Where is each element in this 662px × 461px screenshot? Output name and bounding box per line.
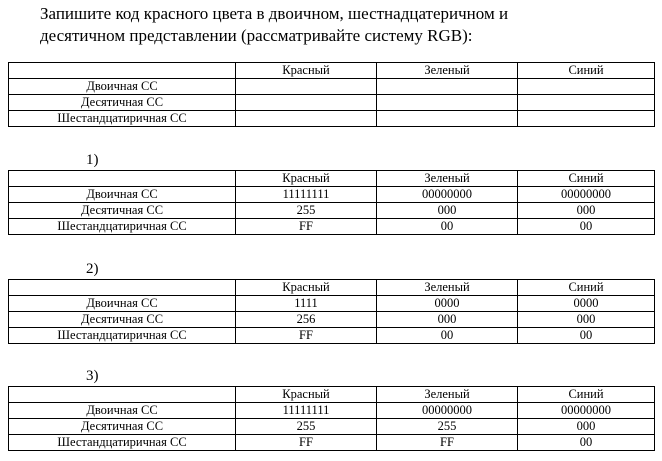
cell-decimal-green: 000 — [377, 203, 518, 219]
cell-decimal-green: 000 — [377, 312, 518, 328]
row-label-binary: Двоичная СС — [9, 403, 236, 419]
table-row-decimal — [9, 419, 655, 435]
cell-decimal-red — [236, 95, 377, 111]
cell-binary-red: 1111 — [236, 296, 377, 312]
header-empty-cell — [9, 280, 236, 296]
cell-hex-blue: 00 — [518, 435, 655, 451]
cell-binary-green: 00000000 — [377, 403, 518, 419]
table-row-binary — [9, 79, 655, 95]
table-row-binary — [9, 187, 655, 203]
table-header-row — [9, 387, 655, 403]
cell-decimal-blue — [518, 95, 655, 111]
cell-hex-blue: 00 — [518, 328, 655, 344]
cell-hex-red: FF — [236, 219, 377, 235]
header-empty-cell — [9, 63, 236, 79]
cell-binary-blue: 00000000 — [518, 403, 655, 419]
header-red: Красный — [236, 387, 377, 403]
table-row-binary — [9, 403, 655, 419]
cell-hex-green — [377, 111, 518, 127]
row-label-hex: Шестандцатиричная СС — [9, 328, 236, 344]
answer-table-3 — [8, 386, 655, 451]
header-red: Красный — [236, 280, 377, 296]
header-blue: Синий — [518, 63, 655, 79]
table-row-decimal — [9, 203, 655, 219]
cell-decimal-red: 256 — [236, 312, 377, 328]
table-header-row — [9, 63, 655, 79]
task-table — [8, 62, 655, 127]
row-label-decimal: Десятичная СС — [9, 203, 236, 219]
table-row-hex — [9, 111, 655, 127]
question-text — [40, 3, 640, 47]
question-line-1: Запишите код красного цвета в двоичном, шестнадцатеричном и — [40, 4, 509, 23]
header-green: Зеленый — [377, 387, 518, 403]
row-label-decimal: Десятичная СС — [9, 95, 236, 111]
cell-decimal-green — [377, 95, 518, 111]
cell-hex-red: FF — [236, 435, 377, 451]
answer-label-3: 3) — [86, 368, 99, 384]
cell-hex-red — [236, 111, 377, 127]
cell-decimal-red: 255 — [236, 419, 377, 435]
answer-table-1 — [8, 170, 655, 235]
table-row-hex — [9, 219, 655, 235]
header-blue: Синий — [518, 387, 655, 403]
row-label-binary: Двоичная СС — [9, 296, 236, 312]
cell-decimal-red: 255 — [236, 203, 377, 219]
header-red: Красный — [236, 63, 377, 79]
answer-label-2: 2) — [86, 261, 99, 277]
cell-binary-green: 0000 — [377, 296, 518, 312]
table-row-binary — [9, 296, 655, 312]
table-row-decimal — [9, 312, 655, 328]
header-green: Зеленый — [377, 280, 518, 296]
cell-hex-green: 00 — [377, 219, 518, 235]
cell-hex-blue — [518, 111, 655, 127]
cell-hex-green: FF — [377, 435, 518, 451]
cell-binary-red: 11111111 — [236, 187, 377, 203]
cell-binary-blue — [518, 79, 655, 95]
header-blue: Синий — [518, 171, 655, 187]
header-green: Зеленый — [377, 171, 518, 187]
table-header-row — [9, 171, 655, 187]
row-label-binary: Двоичная СС — [9, 187, 236, 203]
row-label-hex: Шестандцатиричная СС — [9, 219, 236, 235]
header-empty-cell — [9, 387, 236, 403]
header-blue: Синий — [518, 280, 655, 296]
cell-binary-green: 00000000 — [377, 187, 518, 203]
cell-binary-red: 11111111 — [236, 403, 377, 419]
answer-table-2 — [8, 279, 655, 344]
cell-hex-green: 00 — [377, 328, 518, 344]
cell-binary-blue: 0000 — [518, 296, 655, 312]
row-label-hex: Шестандцатиричная СС — [9, 435, 236, 451]
header-red: Красный — [236, 171, 377, 187]
cell-binary-blue: 00000000 — [518, 187, 655, 203]
question-line-2: десятичном представлении (рассматривайте систему RGB): — [40, 26, 473, 45]
table-row-hex — [9, 435, 655, 451]
header-empty-cell — [9, 171, 236, 187]
row-label-binary: Двоичная СС — [9, 79, 236, 95]
cell-decimal-blue: 000 — [518, 312, 655, 328]
cell-hex-blue: 00 — [518, 219, 655, 235]
cell-decimal-blue: 000 — [518, 419, 655, 435]
header-green: Зеленый — [377, 63, 518, 79]
cell-decimal-green: 255 — [377, 419, 518, 435]
row-label-decimal: Десятичная СС — [9, 419, 236, 435]
answer-label-1: 1) — [86, 152, 99, 168]
cell-binary-green — [377, 79, 518, 95]
table-row-decimal — [9, 95, 655, 111]
cell-hex-red: FF — [236, 328, 377, 344]
table-row-hex — [9, 328, 655, 344]
cell-binary-red — [236, 79, 377, 95]
row-label-decimal: Десятичная СС — [9, 312, 236, 328]
row-label-hex: Шестандцатиричная СС — [9, 111, 236, 127]
table-header-row — [9, 280, 655, 296]
cell-decimal-blue: 000 — [518, 203, 655, 219]
